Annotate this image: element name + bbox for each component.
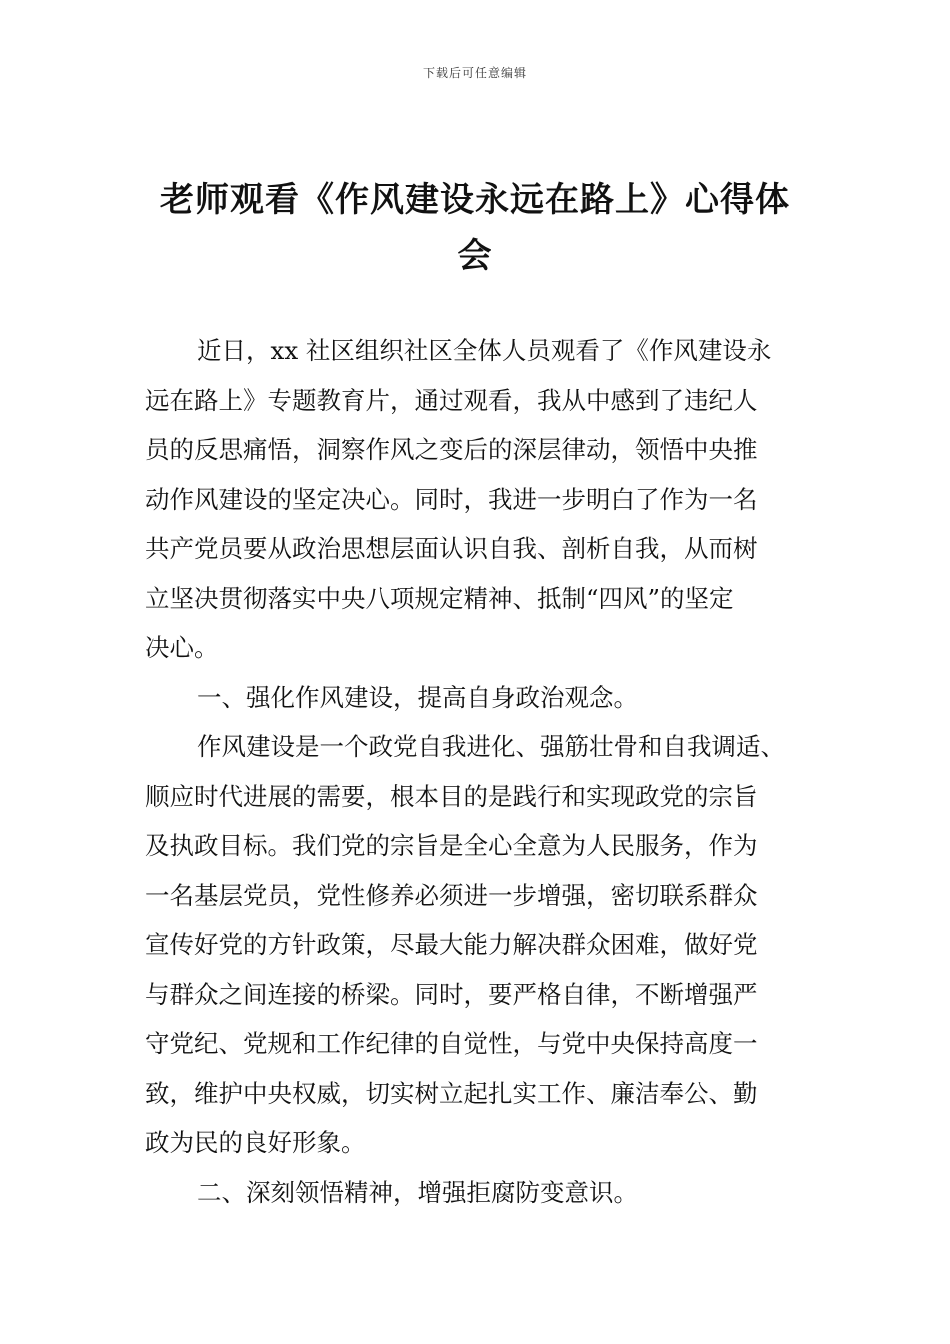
document-body (145, 326, 810, 1217)
paragraph-line: 立坚决贯彻落实中央八项规定精神、抵制“四风”的坚定 (145, 583, 734, 613)
section-heading: 一、强化作风建设，提高自身政治观念。 (197, 682, 638, 712)
paragraph-line: 作风建设是一个政党自我进化、强筋壮骨和自我调适、 (197, 732, 785, 761)
title-line-2: 会 (457, 236, 493, 276)
paragraph-line: 与群众之间连接的桥梁。同时，要严格自律，不断增强严 (145, 979, 758, 1009)
paragraph-line: 一名基层党员，党性修养必须进一步增强，密切联系群众 (145, 880, 758, 910)
paragraph-line: 员的反思痛悟，洞察作风之变后的深层律动，领悟中央推 (145, 435, 758, 464)
paragraph-line: 决心。 (145, 633, 219, 662)
section-heading: 二、深刻领悟精神，增强拒腐防变意识。 (197, 1177, 638, 1207)
paragraph-line: 动作风建设的坚定决心。同时，我进一步明白了作为一名 (145, 484, 758, 514)
paragraph-line: 近日，xx 社区组织社区全体人员观看了《作风建设永 (197, 336, 772, 365)
paragraph-line: 守党纪、党规和工作纪律的自觉性，与党中央保持高度一 (145, 1029, 758, 1058)
paragraph-line: 顺应时代进展的需要，根本目的是践行和实现政党的宗旨 (145, 781, 758, 811)
paragraph-line: 远在路上》专题教育片，通过观看，我从中感到了违纪人 (145, 385, 758, 415)
paragraph-line: 共产党员要从政治思想层面认识自我、剖析自我，从而树 (145, 534, 758, 563)
paragraph-line: 政为民的良好形象。 (145, 1128, 366, 1157)
paragraph-line: 宣传好党的方针政策，尽最大能力解决群众困难，做好党 (145, 930, 758, 959)
document-title (140, 172, 810, 284)
paragraph-line: 致，维护中央权威，切实树立起扎实工作、廉洁奉公、勤 (145, 1078, 758, 1108)
title-line-1: 老师观看《作风建设永远在路上》心得体 (160, 180, 790, 220)
paragraph-line: 及执政目标。我们党的宗旨是全心全意为人民服务，作为 (145, 831, 758, 860)
page-header: 下载后可任意编辑 (422, 66, 527, 80)
